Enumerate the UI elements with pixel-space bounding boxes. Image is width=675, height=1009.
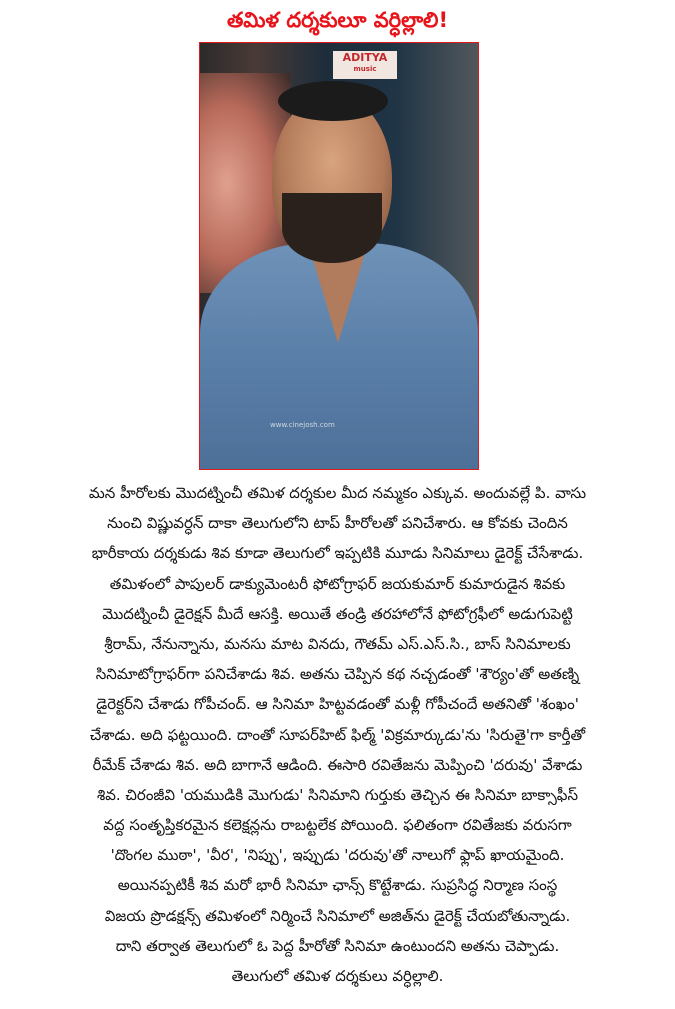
article-line: సినిమాటోగ్రాఫర్‌గా పనిచేశాడు శివ. అతను చెప్పిన కథ నచ్చడంతో 'శౌర్యం'తో అతణ్ని: [95, 665, 580, 684]
logo-text: ADITYA: [342, 51, 388, 64]
article-line: మన హీరోలకు మొదట్నించీ తమిళ దర్శకుల మీద నమ్మకం ఎక్కువ. అందువల్లే పి. వాసు: [88, 484, 587, 502]
article-line: వద్ద సంతృప్తికరమైన కలెక్షన్లను రాబట్టలేక పోయింది. ఫలితంగా రవితేజకు వరుసగా: [103, 816, 572, 835]
aditya-music-logo: [333, 51, 397, 79]
beard: [282, 193, 382, 263]
article-line: అయినప్పటికీ శివ మరో భారీ సినిమా ఛాన్స్ కొట్టేశాడు. సుప్రసిద్ధ నిర్మాణ సంస్థ: [117, 876, 558, 895]
headline: తమిళ దర్శకులూ వర్ధిల్లాలి!: [226, 8, 449, 32]
article-line: 'దొంగల ముఠా', 'వీర', 'నిప్పు', ఇప్పుడు 'దరువు'తో నాలుగో ఫ్లాప్ ఖాయమైంది.: [110, 846, 565, 865]
director-photo: [199, 42, 479, 470]
article-line: తెలుగులో తమిళ దర్శకులు వర్ధిల్లాలి.: [231, 967, 444, 985]
article-body: [0, 478, 675, 991]
article-line: దాని తర్వాత తెలుగులో ఓ పెద్ద హీరోతో సినిమా ఉంటుందని అతను చెప్పాడు.: [115, 936, 560, 955]
article-line: భారీకాయ దర్శకుడు శివ కూడా తెలుగులో ఇప్పటికి మూడు సినిమాలు డైరెక్ట్ చేసేశాడు.: [91, 544, 584, 563]
article-line: విజయ ప్రొడక్షన్స్ తమిళంలో నిర్మించే సినిమాలో అజిత్‌ను డైరెక్ట్ చేయబోతున్నాడు.: [104, 906, 571, 925]
article-line: డైరెక్టర్‌ని చేశాడు గోపీచంద్. ఆ సినిమా హిట్టవడంతో మళ్లీ గోపీచందే అతనితో 'శంఖం': [96, 695, 579, 714]
sunglasses: [278, 81, 388, 121]
article-line: మొదట్నించీ డైరెక్షన్ మీదే ఆసక్తి. అయితే తండ్రి తరహాలోనే ఫోటోగ్రఫీలో అడుగుపెట్టి: [102, 604, 573, 623]
article-line: శివ. చిరంజీవి 'యముడికి మొగుడు' సినిమాని గుర్తుకు తెచ్చిన ఈ సినిమా బాక్సాఫీస్: [96, 785, 579, 804]
article-line: నుంచి విష్ణువర్ధన్ దాకా తెలుగులోని టాప్ హీరోలతో పనిచేశారు. ఆ కోవకు చెందిన: [107, 514, 568, 533]
article-line: చేశాడు. అది ఫట్టయింది. దాంతో సూపర్‌హిట్ ఫిల్మ్ 'విక్రమార్కుడు'ను 'సిరుతై'గా కార్తీతో: [89, 725, 586, 744]
article-line: తమిళంలో పాపులర్ డాక్యుమెంటరీ ఫోటోగ్రాఫర్ జయకుమార్ కుమారుడైన శివకు: [109, 574, 566, 593]
article-line: రీమేక్ చేశాడు శివ. అది బాగానే ఆడింది. ఈసారి రవితేజను మెప్పించి 'దరువు' వేశాడు: [92, 755, 583, 774]
watermark: www.cinejosh.com: [270, 421, 335, 429]
article-line: శ్రీరామ్, నేనున్నాను, మనసు మాట వినదు, గౌతమ్ ఎస్.ఎస్.సి., బాస్ సినిమాలకు: [104, 634, 571, 653]
logo-subtext: music: [353, 65, 377, 73]
